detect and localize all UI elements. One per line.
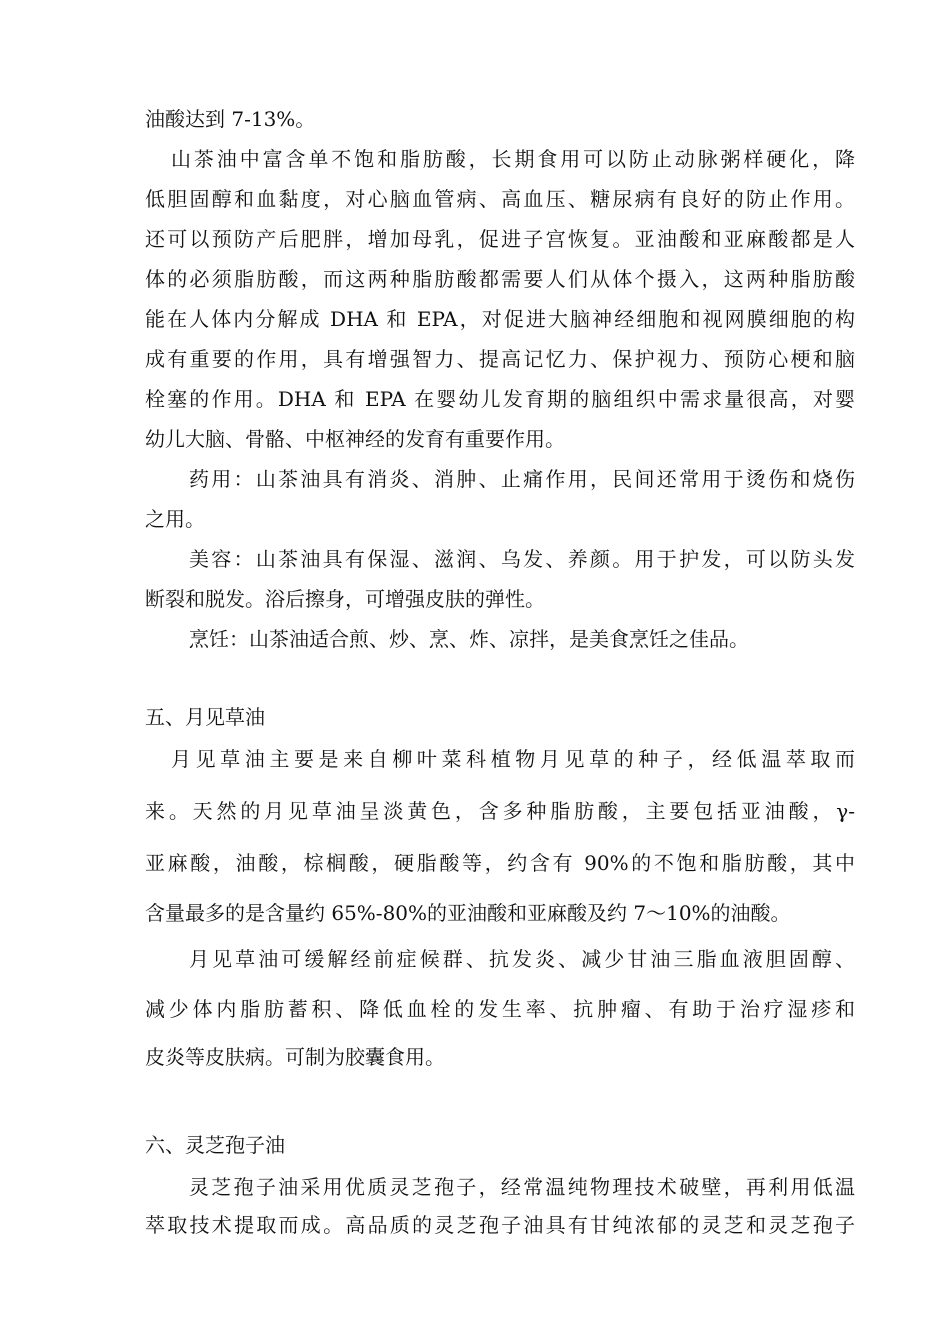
- paragraph-line: 幼儿大脑、骨骼、中枢神经的发育有重要作用。: [145, 427, 565, 451]
- paragraph-line: 山茶油中富含单不饱和脂肪酸，长期食用可以防止动脉粥样硬化，降: [171, 147, 855, 171]
- paragraph-line: 之用。: [145, 507, 205, 531]
- section-heading: 六、灵芝孢子油: [145, 1133, 285, 1157]
- paragraph-line: 灵芝孢子油采用优质灵芝孢子，经常温纯物理技术破壁，再利用低温: [189, 1175, 855, 1199]
- paragraph-line: 体的必须脂肪酸，而这两种脂肪酸都需要人们从体个摄入，这两种脂肪酸: [145, 267, 855, 291]
- paragraph-line: 成有重要的作用，具有增强智力、提高记忆力、保护视力、预防心梗和脑: [145, 347, 855, 371]
- section-heading: 五、月见草油: [145, 705, 265, 729]
- paragraph-line: 烹饪：山茶油适合煎、炒、烹、炸、凉拌，是美食烹饪之佳品。: [189, 627, 749, 651]
- paragraph-line: 减少体内脂肪蓄积、降低血栓的发生率、抗肿瘤、有助于治疗湿疹和: [145, 997, 855, 1021]
- paragraph-line: 断裂和脱发。浴后擦身，可增强皮肤的弹性。: [145, 587, 545, 611]
- paragraph-line: 栓塞的作用。DHA 和 EPA 在婴幼儿发育期的脑组织中需求量很高，对婴: [145, 387, 855, 411]
- paragraph-line: 还可以预防产后肥胖，增加母乳，促进子宫恢复。亚油酸和亚麻酸都是人: [145, 227, 855, 251]
- paragraph-line: 低胆固醇和血黏度，对心脑血管病、高血压、糖尿病有良好的防止作用。: [145, 187, 855, 211]
- paragraph-line: 亚麻酸，油酸，棕榈酸，硬脂酸等，约含有 90%的不饱和脂肪酸，其中: [145, 851, 855, 875]
- paragraph-line: 来。天然的月见草油呈淡黄色，含多种脂肪酸，主要包括亚油酸，γ-: [145, 799, 855, 823]
- paragraph-line: 美容：山茶油具有保湿、滋润、乌发、养颜。用于护发，可以防头发: [189, 547, 855, 571]
- paragraph-line: 皮炎等皮肤病。可制为胶囊食用。: [145, 1045, 445, 1069]
- paragraph-line: 月见草油主要是来自柳叶菜科植物月见草的种子，经低温萃取而: [171, 747, 855, 771]
- paragraph-line: 含量最多的是含量约 65%-80%的亚油酸和亚麻酸及约 7～10%的油酸。: [145, 901, 791, 925]
- paragraph-line: 油酸达到 7-13%。: [145, 107, 316, 131]
- paragraph-line: 月见草油可缓解经前症候群、抗发炎、减少甘油三脂血液胆固醇、: [189, 947, 855, 971]
- paragraph-line: 能在人体内分解成 DHA 和 EPA，对促进大脑神经细胞和视网膜细胞的构: [145, 307, 855, 331]
- paragraph-line: 药用：山茶油具有消炎、消肿、止痛作用，民间还常用于烫伤和烧伤: [189, 467, 855, 491]
- paragraph-line: 萃取技术提取而成。高品质的灵芝孢子油具有甘纯浓郁的灵芝和灵芝孢子: [145, 1213, 855, 1237]
